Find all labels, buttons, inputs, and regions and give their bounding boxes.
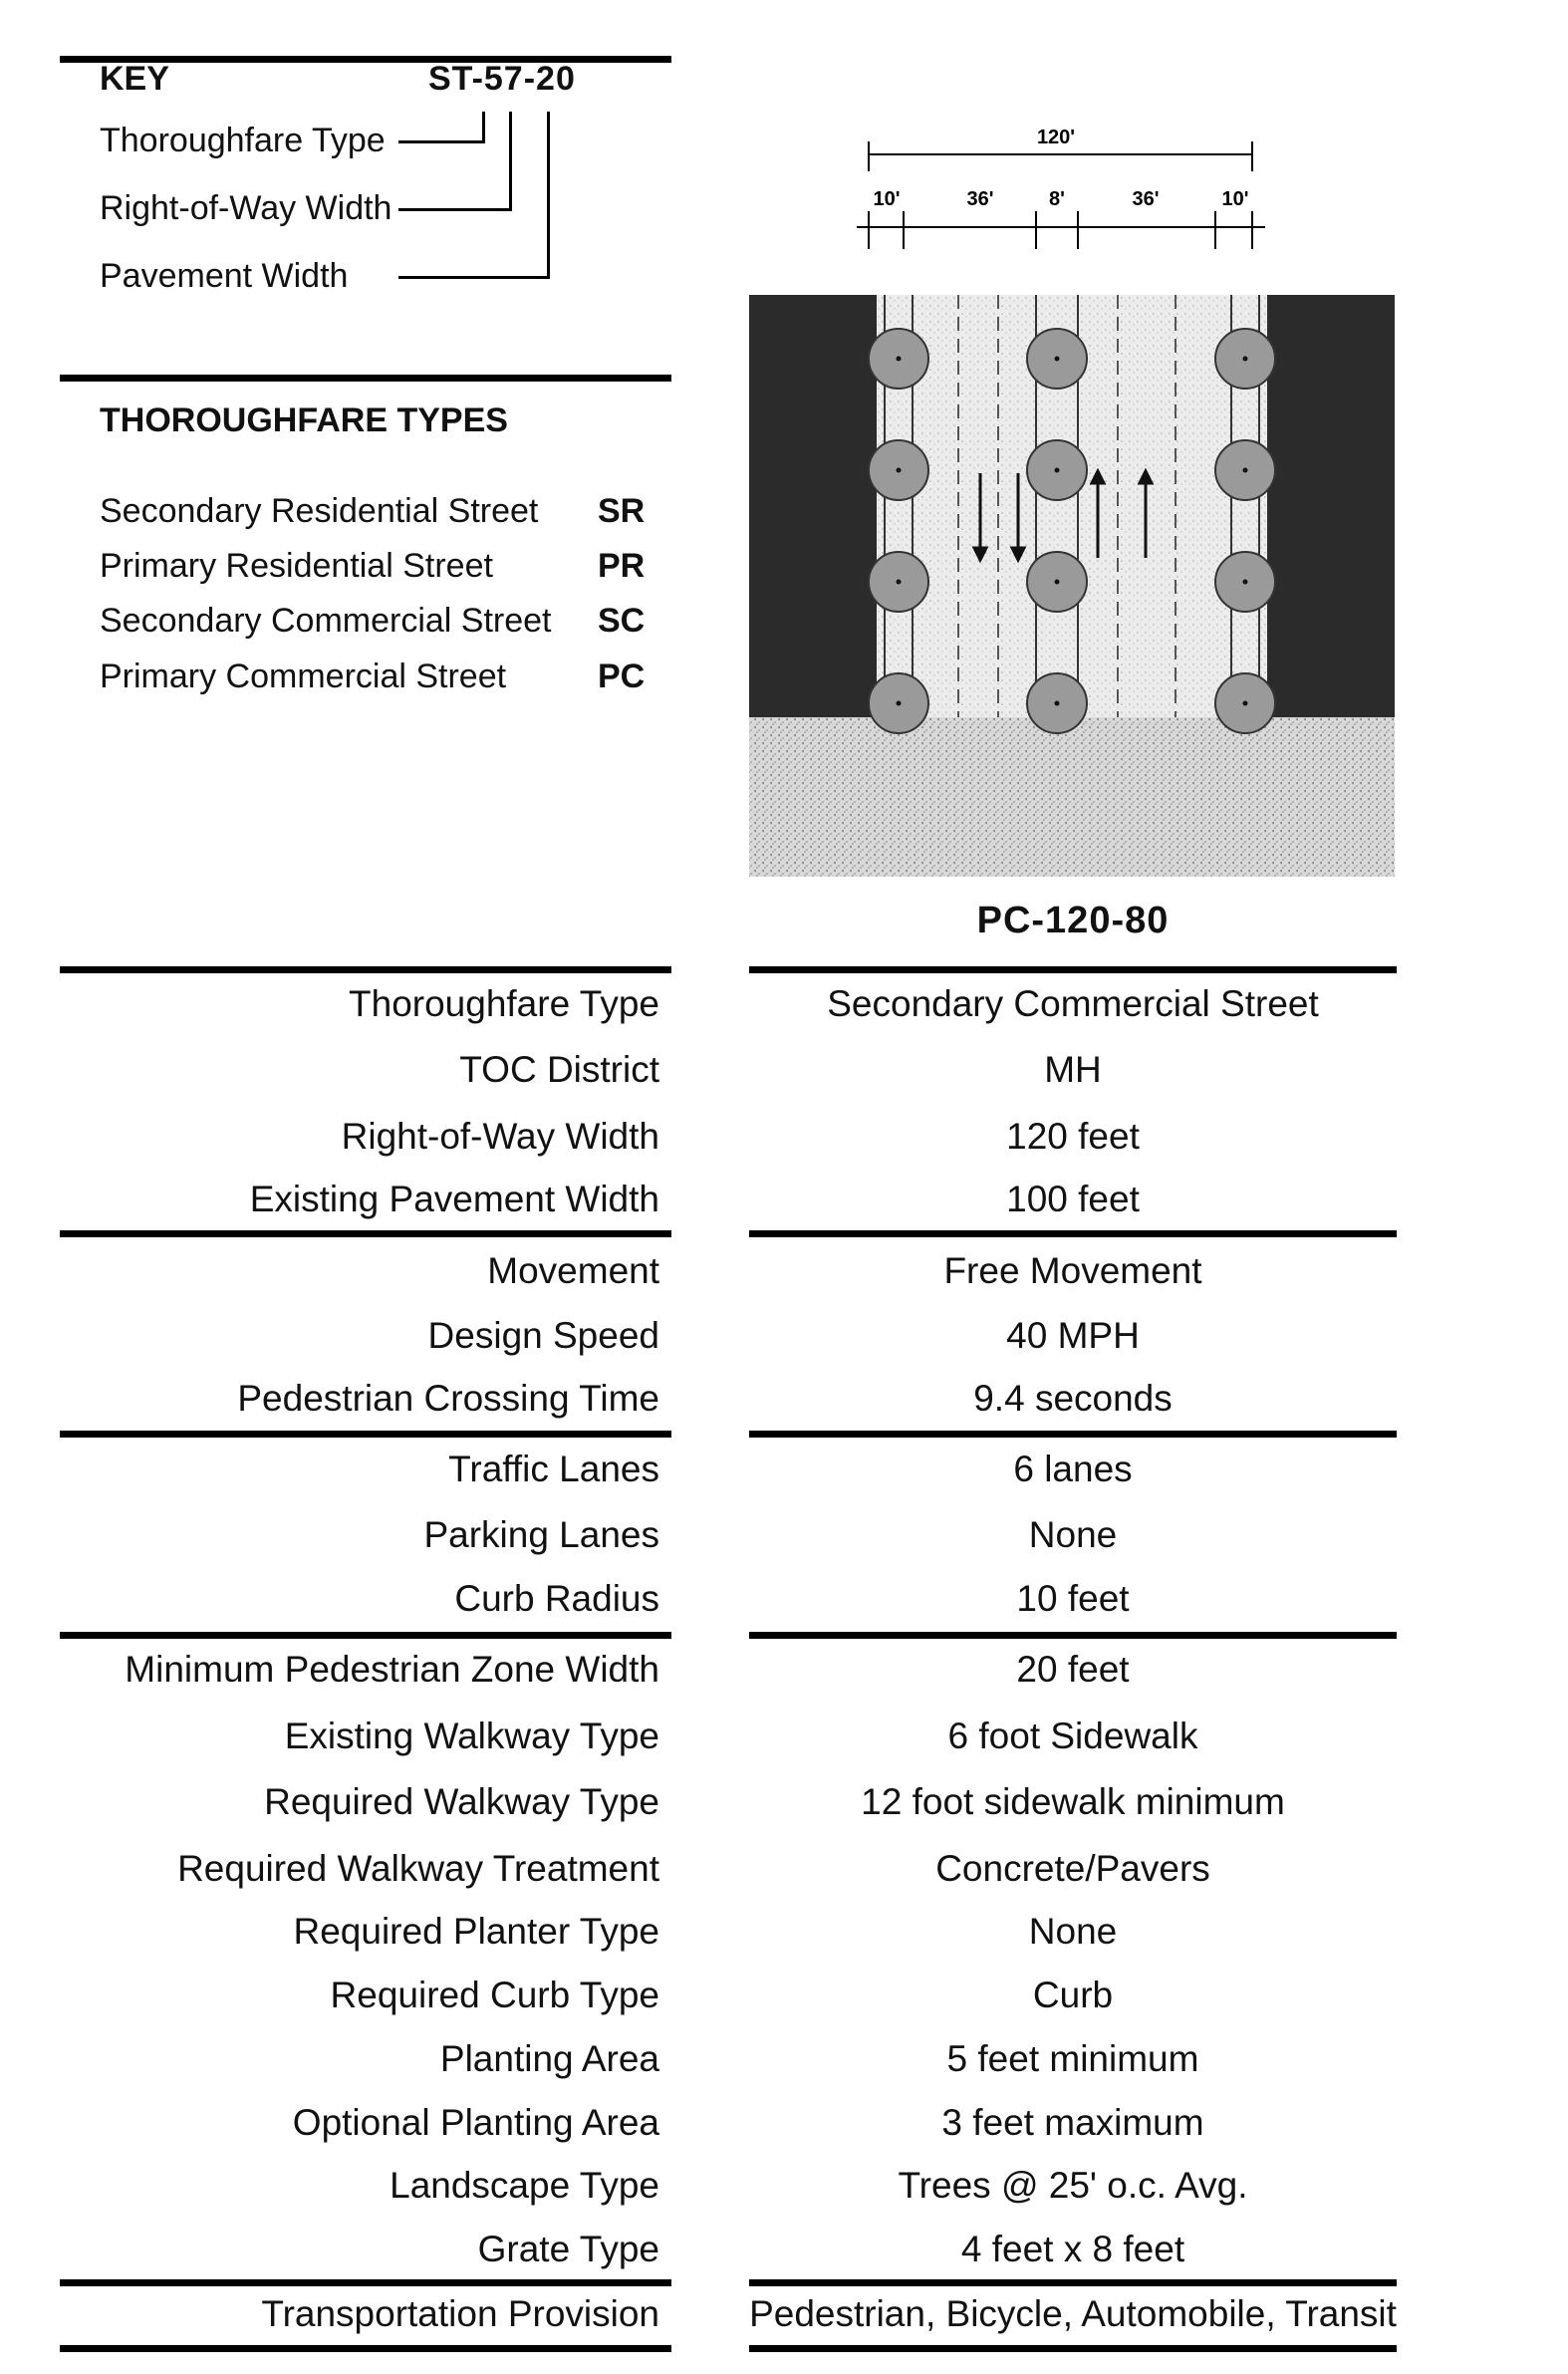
type-code: PC	[598, 658, 646, 695]
key-label-right-of-way-width: Right-of-Way Width	[100, 189, 392, 227]
spec-label-movement: Movement	[487, 1250, 659, 1291]
spec-value-curb-radius: 10 feet	[1016, 1578, 1130, 1619]
spec-label-required-walkway-type: Required Walkway Type	[264, 1781, 659, 1822]
building-block-right	[1267, 295, 1395, 717]
spec-label-transportation-provision: Transportation Provision	[261, 2293, 659, 2334]
spec-value-minimum-pedestrian-zone-width: 20 feet	[1016, 1649, 1130, 1690]
spec-value-planting-area: 5 feet minimum	[946, 2038, 1199, 2079]
spec-label-required-planter-type: Required Planter Type	[293, 1911, 659, 1952]
spec-label-right-of-way-width: Right-of-Way Width	[341, 1116, 659, 1157]
type-code: SC	[598, 602, 646, 640]
specs-rule-5-left	[60, 2279, 671, 2286]
type-name: Primary Commercial Street	[100, 658, 507, 695]
spec-label-parking-lanes: Parking Lanes	[423, 1514, 659, 1555]
building-block-left	[749, 295, 877, 717]
spec-value-parking-lanes: None	[1028, 1514, 1118, 1555]
plan-view	[749, 295, 1395, 877]
specs-rule-3-right	[749, 1431, 1397, 1438]
spec-value-transportation-provision: Pedestrian, Bicycle, Automobile, Transit	[749, 2293, 1397, 2334]
spec-value-thoroughfare-type: Secondary Commercial Street	[827, 983, 1319, 1024]
spec-label-required-walkway-treatment: Required Walkway Treatment	[177, 1848, 659, 1889]
spec-label-pedestrian-crossing-time: Pedestrian Crossing Time	[237, 1378, 659, 1419]
dimension-total: 120'	[1036, 127, 1076, 148]
spec-label-optional-planting-area: Optional Planting Area	[292, 2102, 659, 2143]
key-label-thoroughfare-type: Thoroughfare Type	[100, 122, 386, 159]
types-heading: THOROUGHFARE TYPES	[100, 401, 508, 439]
specs-rule-2-right	[749, 1230, 1397, 1237]
spec-value-optional-planting-area: 3 feet maximum	[941, 2102, 1204, 2143]
spec-value-right-of-way-width: 120 feet	[1006, 1116, 1140, 1157]
specs-rule-4-left	[60, 1632, 671, 1639]
dimension-segment: 10'	[1221, 188, 1249, 210]
spec-value-traffic-lanes: 6 lanes	[1013, 1449, 1133, 1489]
spec-label-design-speed: Design Speed	[427, 1315, 659, 1356]
spec-value-toc-district: MH	[1044, 1049, 1102, 1090]
specs-rule-6-left	[60, 2345, 671, 2352]
spec-value-pedestrian-crossing-time: 9.4 seconds	[973, 1378, 1173, 1419]
dimension-segment: 36'	[966, 188, 994, 210]
key-title: KEY	[100, 60, 169, 98]
spec-value-existing-pavement-width: 100 feet	[1006, 1179, 1140, 1219]
specs-rule-1-right	[749, 966, 1397, 973]
key-code: ST-57-20	[428, 60, 576, 98]
spec-value-landscape-type: Trees @ 25' o.c. Avg.	[898, 2165, 1248, 2206]
spec-value-required-walkway-treatment: Concrete/Pavers	[935, 1848, 1210, 1889]
specs-rule-1-left	[60, 966, 671, 973]
specs-rule-2-left	[60, 1230, 671, 1237]
type-name: Secondary Commercial Street	[100, 602, 552, 640]
dimension-segment: 10'	[873, 188, 901, 210]
specs-rule-3-left	[60, 1431, 671, 1438]
dimension-segment: 36'	[1132, 188, 1160, 210]
key-label-pavement-width: Pavement Width	[100, 257, 349, 295]
types-top-rule	[60, 375, 671, 382]
diagram-caption: PC-120-80	[976, 900, 1170, 941]
spec-label-traffic-lanes: Traffic Lanes	[448, 1449, 659, 1489]
type-name: Primary Residential Street	[100, 547, 493, 585]
spec-label-required-curb-type: Required Curb Type	[330, 1975, 659, 2015]
specs-rule-4-right	[749, 1632, 1397, 1639]
dimension-segment: 8'	[1049, 188, 1065, 210]
spec-value-design-speed: 40 MPH	[1006, 1315, 1140, 1356]
street-section-diagram	[737, 120, 1415, 887]
spec-label-curb-radius: Curb Radius	[454, 1578, 659, 1619]
spec-value-required-curb-type: Curb	[1032, 1975, 1114, 2015]
type-code: PR	[598, 547, 646, 585]
spec-value-grate-type: 4 feet x 8 feet	[960, 2229, 1185, 2269]
spec-value-movement: Free Movement	[943, 1250, 1202, 1291]
specs-rule-6-right	[749, 2345, 1397, 2352]
spec-label-existing-pavement-width: Existing Pavement Width	[249, 1179, 659, 1219]
type-code: SR	[598, 492, 646, 530]
spec-value-required-planter-type: None	[1028, 1911, 1118, 1952]
spec-label-landscape-type: Landscape Type	[390, 2165, 659, 2206]
spec-label-planting-area: Planting Area	[439, 2038, 659, 2079]
spec-label-grate-type: Grate Type	[477, 2229, 659, 2269]
type-name: Secondary Residential Street	[100, 492, 539, 530]
spec-label-toc-district: TOC District	[459, 1049, 659, 1090]
spec-label-thoroughfare-type: Thoroughfare Type	[349, 983, 659, 1024]
specs-rule-5-right	[749, 2279, 1397, 2286]
spec-label-existing-walkway-type: Existing Walkway Type	[284, 1715, 659, 1756]
spec-value-required-walkway-type: 12 foot sidewalk minimum	[861, 1781, 1285, 1822]
spec-label-minimum-pedestrian-zone-width: Minimum Pedestrian Zone Width	[125, 1649, 659, 1690]
spec-value-existing-walkway-type: 6 foot Sidewalk	[947, 1715, 1198, 1756]
